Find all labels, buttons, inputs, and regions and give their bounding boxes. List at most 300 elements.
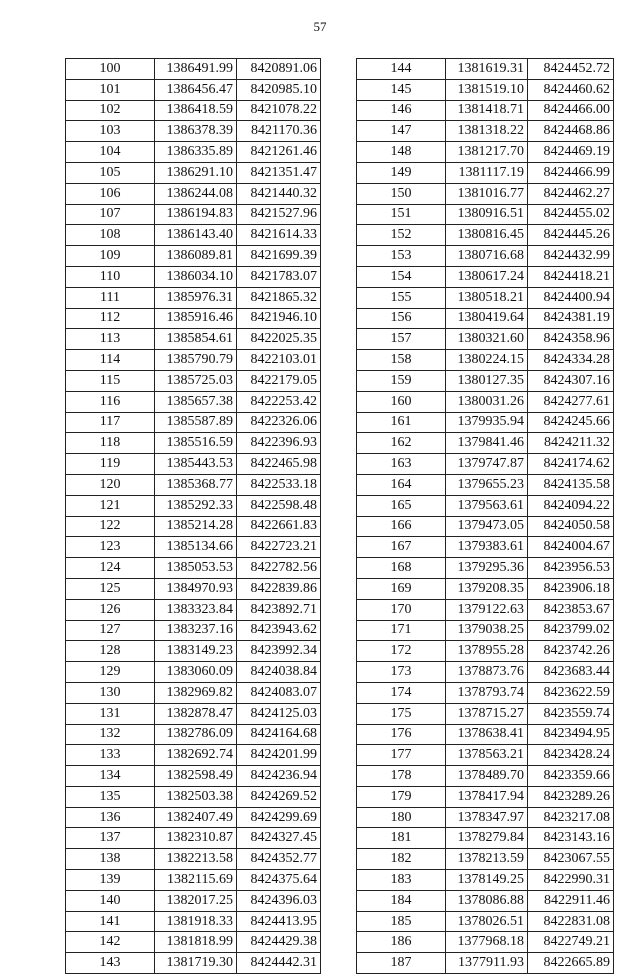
x-coordinate: 1385443.53 [155, 454, 237, 475]
y-coordinate: 8423428.24 [528, 745, 614, 766]
x-coordinate: 1381818.99 [155, 932, 237, 953]
table-row [66, 287, 321, 308]
point-number: 176 [357, 724, 446, 745]
table-row [66, 932, 321, 953]
x-coordinate: 1386194.83 [155, 204, 237, 225]
table-row [357, 391, 614, 412]
point-number: 169 [357, 578, 446, 599]
point-number: 155 [357, 287, 446, 308]
x-coordinate: 1381418.71 [446, 100, 528, 121]
y-coordinate: 8423143.16 [528, 828, 614, 849]
y-coordinate: 8423943.62 [237, 620, 321, 641]
table-row [357, 807, 614, 828]
point-number: 183 [357, 870, 446, 891]
table-row [357, 932, 614, 953]
y-coordinate: 8424038.84 [237, 662, 321, 683]
table-row [357, 724, 614, 745]
table-row [66, 870, 321, 891]
y-coordinate: 8424418.21 [528, 266, 614, 287]
table-row [357, 308, 614, 329]
x-coordinate: 1378638.41 [446, 724, 528, 745]
table-row [357, 682, 614, 703]
y-coordinate: 8421351.47 [237, 162, 321, 183]
table-row [66, 59, 321, 80]
x-coordinate: 1379747.87 [446, 454, 528, 475]
point-number: 141 [66, 911, 155, 932]
y-coordinate: 8424413.95 [237, 911, 321, 932]
y-coordinate: 8424400.94 [528, 287, 614, 308]
table-row [357, 59, 614, 80]
y-coordinate: 8422465.98 [237, 454, 321, 475]
table-row [357, 766, 614, 787]
y-coordinate: 8423067.55 [528, 849, 614, 870]
y-coordinate: 8424429.38 [237, 932, 321, 953]
y-coordinate: 8421614.33 [237, 225, 321, 246]
x-coordinate: 1386244.08 [155, 183, 237, 204]
x-coordinate: 1381719.30 [155, 953, 237, 974]
point-number: 153 [357, 246, 446, 267]
y-coordinate: 8421170.36 [237, 121, 321, 142]
table-row [357, 266, 614, 287]
x-coordinate: 1381016.77 [446, 183, 528, 204]
table-row [66, 786, 321, 807]
x-coordinate: 1382692.74 [155, 745, 237, 766]
y-coordinate: 8423892.71 [237, 599, 321, 620]
y-coordinate: 8424327.45 [237, 828, 321, 849]
point-number: 159 [357, 370, 446, 391]
x-coordinate: 1378793.74 [446, 682, 528, 703]
y-coordinate: 8423494.95 [528, 724, 614, 745]
table-row [66, 953, 321, 974]
point-number: 142 [66, 932, 155, 953]
table-row [357, 162, 614, 183]
x-coordinate: 1381117.19 [446, 162, 528, 183]
table-row [66, 724, 321, 745]
x-coordinate: 1386034.10 [155, 266, 237, 287]
point-number: 112 [66, 308, 155, 329]
x-coordinate: 1385214.28 [155, 516, 237, 537]
x-coordinate: 1380518.21 [446, 287, 528, 308]
point-number: 103 [66, 121, 155, 142]
x-coordinate: 1377911.93 [446, 953, 528, 974]
y-coordinate: 8424445.26 [528, 225, 614, 246]
point-number: 166 [357, 516, 446, 537]
y-coordinate: 8423799.02 [528, 620, 614, 641]
point-number: 177 [357, 745, 446, 766]
table-row [66, 162, 321, 183]
point-number: 144 [357, 59, 446, 80]
table-row [357, 246, 614, 267]
y-coordinate: 8422839.86 [237, 578, 321, 599]
y-coordinate: 8421440.32 [237, 183, 321, 204]
point-number: 161 [357, 412, 446, 433]
x-coordinate: 1380031.26 [446, 391, 528, 412]
point-number: 111 [66, 287, 155, 308]
table-row [66, 495, 321, 516]
y-coordinate: 8421699.39 [237, 246, 321, 267]
point-number: 105 [66, 162, 155, 183]
point-number: 143 [66, 953, 155, 974]
x-coordinate: 1379473.05 [446, 516, 528, 537]
y-coordinate: 8424245.66 [528, 412, 614, 433]
table-row [66, 79, 321, 100]
table-row [357, 537, 614, 558]
x-coordinate: 1385790.79 [155, 350, 237, 371]
y-coordinate: 8424083.07 [237, 682, 321, 703]
point-number: 181 [357, 828, 446, 849]
point-number: 137 [66, 828, 155, 849]
table-row [66, 266, 321, 287]
point-number: 173 [357, 662, 446, 683]
y-coordinate: 8424004.67 [528, 537, 614, 558]
point-number: 127 [66, 620, 155, 641]
point-number: 126 [66, 599, 155, 620]
point-number: 134 [66, 766, 155, 787]
y-coordinate: 8423217.08 [528, 807, 614, 828]
y-coordinate: 8424277.61 [528, 391, 614, 412]
point-number: 102 [66, 100, 155, 121]
point-number: 165 [357, 495, 446, 516]
point-number: 160 [357, 391, 446, 412]
point-number: 104 [66, 142, 155, 163]
table-row [357, 79, 614, 100]
point-number: 167 [357, 537, 446, 558]
table-row [357, 786, 614, 807]
y-coordinate: 8424442.31 [237, 953, 321, 974]
table-row [357, 662, 614, 683]
y-coordinate: 8422782.56 [237, 558, 321, 579]
x-coordinate: 1379655.23 [446, 474, 528, 495]
table-row [66, 537, 321, 558]
x-coordinate: 1381519.10 [446, 79, 528, 100]
table-row [66, 578, 321, 599]
table-row [66, 391, 321, 412]
x-coordinate: 1386335.89 [155, 142, 237, 163]
x-coordinate: 1378086.88 [446, 890, 528, 911]
point-number: 115 [66, 370, 155, 391]
y-coordinate: 8422533.18 [237, 474, 321, 495]
y-coordinate: 8424135.58 [528, 474, 614, 495]
table-row [357, 287, 614, 308]
table-row [357, 350, 614, 371]
y-coordinate: 8424358.96 [528, 329, 614, 350]
y-coordinate: 8424094.22 [528, 495, 614, 516]
point-number: 168 [357, 558, 446, 579]
y-coordinate: 8424452.72 [528, 59, 614, 80]
x-coordinate: 1382407.49 [155, 807, 237, 828]
x-coordinate: 1380916.51 [446, 204, 528, 225]
table-row [66, 849, 321, 870]
point-number: 117 [66, 412, 155, 433]
y-coordinate: 8422179.05 [237, 370, 321, 391]
y-coordinate: 8424201.99 [237, 745, 321, 766]
point-number: 133 [66, 745, 155, 766]
table-row [66, 329, 321, 350]
x-coordinate: 1379038.25 [446, 620, 528, 641]
point-number: 116 [66, 391, 155, 412]
table-row [66, 807, 321, 828]
point-number: 132 [66, 724, 155, 745]
table-row [357, 911, 614, 932]
table-row [66, 100, 321, 121]
y-coordinate: 8424352.77 [237, 849, 321, 870]
x-coordinate: 1382213.58 [155, 849, 237, 870]
point-number: 114 [66, 350, 155, 371]
point-number: 178 [357, 766, 446, 787]
x-coordinate: 1378213.59 [446, 849, 528, 870]
x-coordinate: 1386143.40 [155, 225, 237, 246]
table-row [66, 703, 321, 724]
table-row [357, 641, 614, 662]
table-row [66, 204, 321, 225]
table-row [357, 516, 614, 537]
y-coordinate: 8422665.89 [528, 953, 614, 974]
y-coordinate: 8424174.62 [528, 454, 614, 475]
table-row [66, 745, 321, 766]
x-coordinate: 1379295.36 [446, 558, 528, 579]
point-number: 179 [357, 786, 446, 807]
table-row [66, 370, 321, 391]
point-number: 140 [66, 890, 155, 911]
point-number: 180 [357, 807, 446, 828]
point-number: 139 [66, 870, 155, 891]
x-coordinate: 1383323.84 [155, 599, 237, 620]
y-coordinate: 8424432.99 [528, 246, 614, 267]
point-number: 148 [357, 142, 446, 163]
y-coordinate: 8424269.52 [237, 786, 321, 807]
y-coordinate: 8424211.32 [528, 433, 614, 454]
table-row [357, 142, 614, 163]
point-number: 109 [66, 246, 155, 267]
x-coordinate: 1385657.38 [155, 391, 237, 412]
point-number: 171 [357, 620, 446, 641]
x-coordinate: 1385053.53 [155, 558, 237, 579]
point-number: 163 [357, 454, 446, 475]
table-row [357, 474, 614, 495]
x-coordinate: 1383060.09 [155, 662, 237, 683]
point-number: 156 [357, 308, 446, 329]
x-coordinate: 1379563.61 [446, 495, 528, 516]
table-row [66, 558, 321, 579]
x-coordinate: 1380617.24 [446, 266, 528, 287]
table-row [357, 225, 614, 246]
point-number: 170 [357, 599, 446, 620]
y-coordinate: 8423559.74 [528, 703, 614, 724]
x-coordinate: 1378715.27 [446, 703, 528, 724]
y-coordinate: 8424468.86 [528, 121, 614, 142]
x-coordinate: 1382115.69 [155, 870, 237, 891]
x-coordinate: 1383149.23 [155, 641, 237, 662]
x-coordinate: 1378417.94 [446, 786, 528, 807]
y-coordinate: 8420985.10 [237, 79, 321, 100]
y-coordinate: 8423622.59 [528, 682, 614, 703]
point-number: 162 [357, 433, 446, 454]
table-row [357, 578, 614, 599]
point-number: 184 [357, 890, 446, 911]
point-number: 146 [357, 100, 446, 121]
point-number: 121 [66, 495, 155, 516]
x-coordinate: 1381318.22 [446, 121, 528, 142]
x-coordinate: 1378955.28 [446, 641, 528, 662]
point-number: 158 [357, 350, 446, 371]
x-coordinate: 1380816.45 [446, 225, 528, 246]
y-coordinate: 8423992.34 [237, 641, 321, 662]
point-number: 124 [66, 558, 155, 579]
x-coordinate: 1385516.59 [155, 433, 237, 454]
y-coordinate: 8424460.62 [528, 79, 614, 100]
point-number: 113 [66, 329, 155, 350]
y-coordinate: 8422103.01 [237, 350, 321, 371]
table-row [357, 433, 614, 454]
table-row [357, 745, 614, 766]
x-coordinate: 1378489.70 [446, 766, 528, 787]
y-coordinate: 8424299.69 [237, 807, 321, 828]
x-coordinate: 1386378.39 [155, 121, 237, 142]
table-row [66, 308, 321, 329]
table-row [66, 682, 321, 703]
point-number: 118 [66, 433, 155, 454]
x-coordinate: 1385134.66 [155, 537, 237, 558]
table-row [66, 225, 321, 246]
table-row [357, 890, 614, 911]
y-coordinate: 8422661.83 [237, 516, 321, 537]
point-number: 152 [357, 225, 446, 246]
x-coordinate: 1382503.38 [155, 786, 237, 807]
table-row [357, 100, 614, 121]
x-coordinate: 1380716.68 [446, 246, 528, 267]
y-coordinate: 8424375.64 [237, 870, 321, 891]
x-coordinate: 1386456.47 [155, 79, 237, 100]
x-coordinate: 1378873.76 [446, 662, 528, 683]
y-coordinate: 8423359.66 [528, 766, 614, 787]
x-coordinate: 1380419.64 [446, 308, 528, 329]
x-coordinate: 1382786.09 [155, 724, 237, 745]
y-coordinate: 8421527.96 [237, 204, 321, 225]
coordinates-table-right [356, 58, 614, 974]
table-row [357, 703, 614, 724]
x-coordinate: 1380224.15 [446, 350, 528, 371]
x-coordinate: 1385916.46 [155, 308, 237, 329]
x-coordinate: 1379122.63 [446, 599, 528, 620]
point-number: 150 [357, 183, 446, 204]
point-number: 136 [66, 807, 155, 828]
x-coordinate: 1377968.18 [446, 932, 528, 953]
x-coordinate: 1378279.84 [446, 828, 528, 849]
point-number: 108 [66, 225, 155, 246]
coordinates-table-left [65, 58, 321, 974]
x-coordinate: 1385292.33 [155, 495, 237, 516]
y-coordinate: 8422749.21 [528, 932, 614, 953]
point-number: 147 [357, 121, 446, 142]
table-row [357, 620, 614, 641]
table-row [357, 412, 614, 433]
x-coordinate: 1378347.97 [446, 807, 528, 828]
x-coordinate: 1382017.25 [155, 890, 237, 911]
y-coordinate: 8424125.03 [237, 703, 321, 724]
x-coordinate: 1379841.46 [446, 433, 528, 454]
x-coordinate: 1381918.33 [155, 911, 237, 932]
x-coordinate: 1385854.61 [155, 329, 237, 350]
table-row [66, 599, 321, 620]
x-coordinate: 1378149.25 [446, 870, 528, 891]
x-coordinate: 1382878.47 [155, 703, 237, 724]
y-coordinate: 8420891.06 [237, 59, 321, 80]
point-number: 151 [357, 204, 446, 225]
table-row [357, 828, 614, 849]
y-coordinate: 8422598.48 [237, 495, 321, 516]
x-coordinate: 1385725.03 [155, 370, 237, 391]
y-coordinate: 8422990.31 [528, 870, 614, 891]
x-coordinate: 1380321.60 [446, 329, 528, 350]
table-row [66, 641, 321, 662]
x-coordinate: 1381217.70 [446, 142, 528, 163]
y-coordinate: 8421078.22 [237, 100, 321, 121]
point-number: 100 [66, 59, 155, 80]
point-number: 138 [66, 849, 155, 870]
y-coordinate: 8424469.19 [528, 142, 614, 163]
table-row [357, 558, 614, 579]
point-number: 135 [66, 786, 155, 807]
table-row [357, 953, 614, 974]
x-coordinate: 1382310.87 [155, 828, 237, 849]
y-coordinate: 8423742.26 [528, 641, 614, 662]
table-row [66, 474, 321, 495]
point-number: 182 [357, 849, 446, 870]
point-number: 119 [66, 454, 155, 475]
x-coordinate: 1382598.49 [155, 766, 237, 787]
point-number: 172 [357, 641, 446, 662]
point-number: 130 [66, 682, 155, 703]
point-number: 101 [66, 79, 155, 100]
x-coordinate: 1385368.77 [155, 474, 237, 495]
x-coordinate: 1381619.31 [446, 59, 528, 80]
table-row [66, 412, 321, 433]
point-number: 164 [357, 474, 446, 495]
point-number: 149 [357, 162, 446, 183]
point-number: 154 [357, 266, 446, 287]
table-row [66, 766, 321, 787]
point-number: 125 [66, 578, 155, 599]
table-row [66, 142, 321, 163]
table-row [66, 890, 321, 911]
point-number: 129 [66, 662, 155, 683]
y-coordinate: 8421783.07 [237, 266, 321, 287]
y-coordinate: 8424466.99 [528, 162, 614, 183]
point-number: 186 [357, 932, 446, 953]
table-row [357, 454, 614, 475]
y-coordinate: 8422911.46 [528, 890, 614, 911]
x-coordinate: 1386291.10 [155, 162, 237, 183]
table-row [357, 370, 614, 391]
point-number: 123 [66, 537, 155, 558]
y-coordinate: 8424307.16 [528, 370, 614, 391]
y-coordinate: 8424236.94 [237, 766, 321, 787]
table-row [66, 516, 321, 537]
y-coordinate: 8422253.42 [237, 391, 321, 412]
y-coordinate: 8424462.27 [528, 183, 614, 204]
table-row [357, 599, 614, 620]
y-coordinate: 8423853.67 [528, 599, 614, 620]
point-number: 131 [66, 703, 155, 724]
x-coordinate: 1386418.59 [155, 100, 237, 121]
table-row [357, 870, 614, 891]
point-number: 107 [66, 204, 155, 225]
table-row [66, 433, 321, 454]
point-number: 157 [357, 329, 446, 350]
x-coordinate: 1383237.16 [155, 620, 237, 641]
table-row [66, 828, 321, 849]
x-coordinate: 1379383.61 [446, 537, 528, 558]
